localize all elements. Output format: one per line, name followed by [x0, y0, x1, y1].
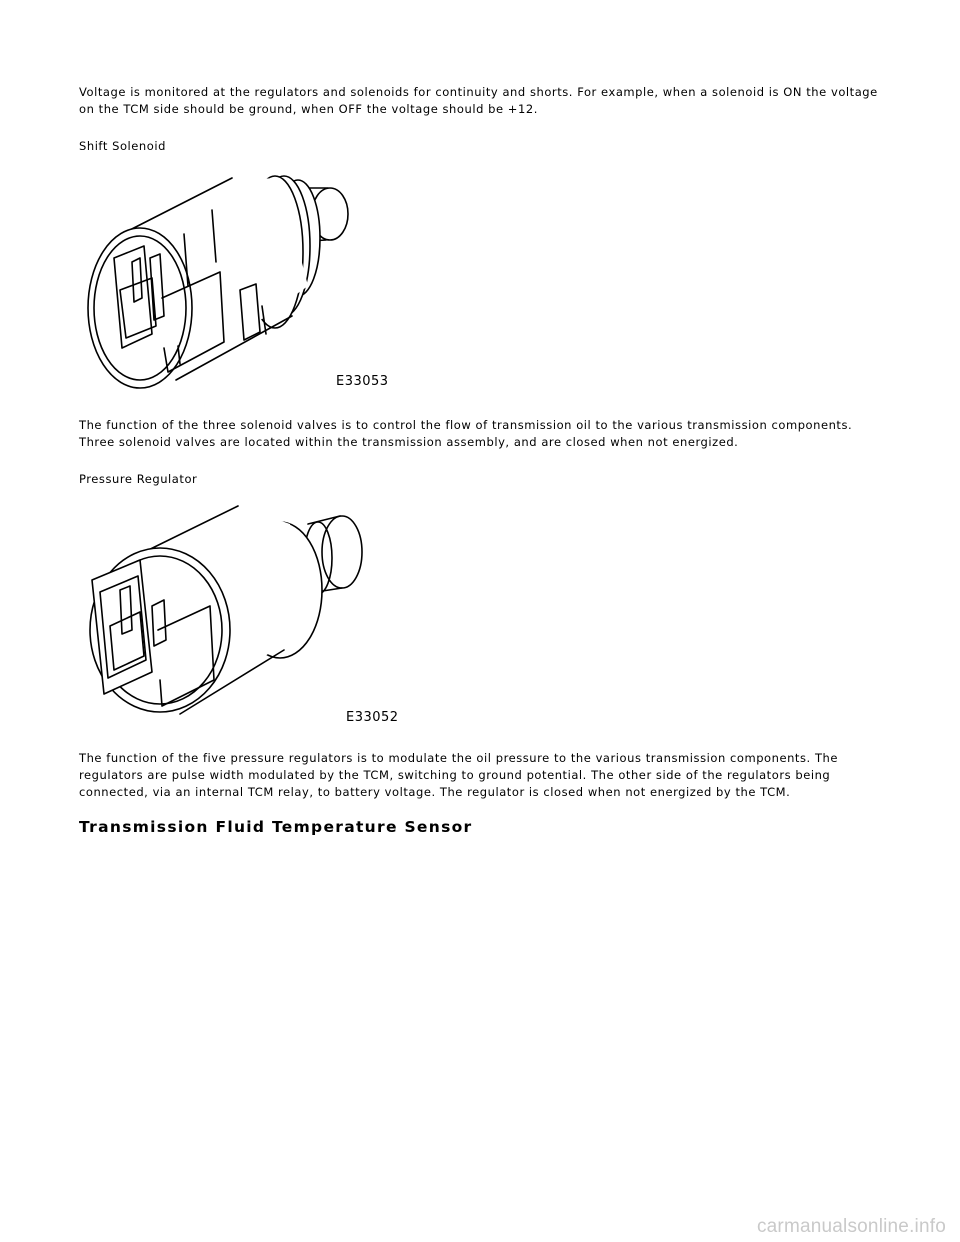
pressure-regulator-label: Pressure Regulator	[79, 472, 198, 486]
shift-solenoid-figure-code: E33053	[336, 374, 389, 389]
shift-solenoid-figure	[80, 166, 389, 396]
pressure-regulator-figure	[80, 500, 399, 730]
watermark-link[interactable]: carmanualsonline.info	[756, 1216, 946, 1237]
intro-paragraph: Voltage is monitored at the regulators and solenoids for continuity and shorts. For example, when a solenoid is ON the voltage on the TCM side should be ground, when OFF the voltage should be +12.	[79, 85, 878, 116]
shift-solenoid-illustration	[80, 166, 380, 396]
pressure-regulator-description: The function of the five pressure regulators is to modulate the oil pressure to the various transmission components. The regulators are pulse width modulated by the TCM, switching to ground potential. The other side of the regulators being connected, via an internal TCM relay, to battery voltage. The regulator is closed when not energized by the TCM.	[79, 751, 838, 799]
shift-solenoid-label: Shift Solenoid	[79, 139, 166, 153]
section-heading: Transmission Fluid Temperature Sensor	[79, 818, 473, 836]
shift-solenoid-description: The function of the three solenoid valves is to control the flow of transmission oil to the various transmission components. Three solenoid valves are located within the transmission assembly, and are closed when not energized.	[79, 418, 853, 449]
pressure-regulator-illustration	[80, 500, 380, 730]
pressure-regulator-figure-code: E33052	[346, 710, 399, 725]
